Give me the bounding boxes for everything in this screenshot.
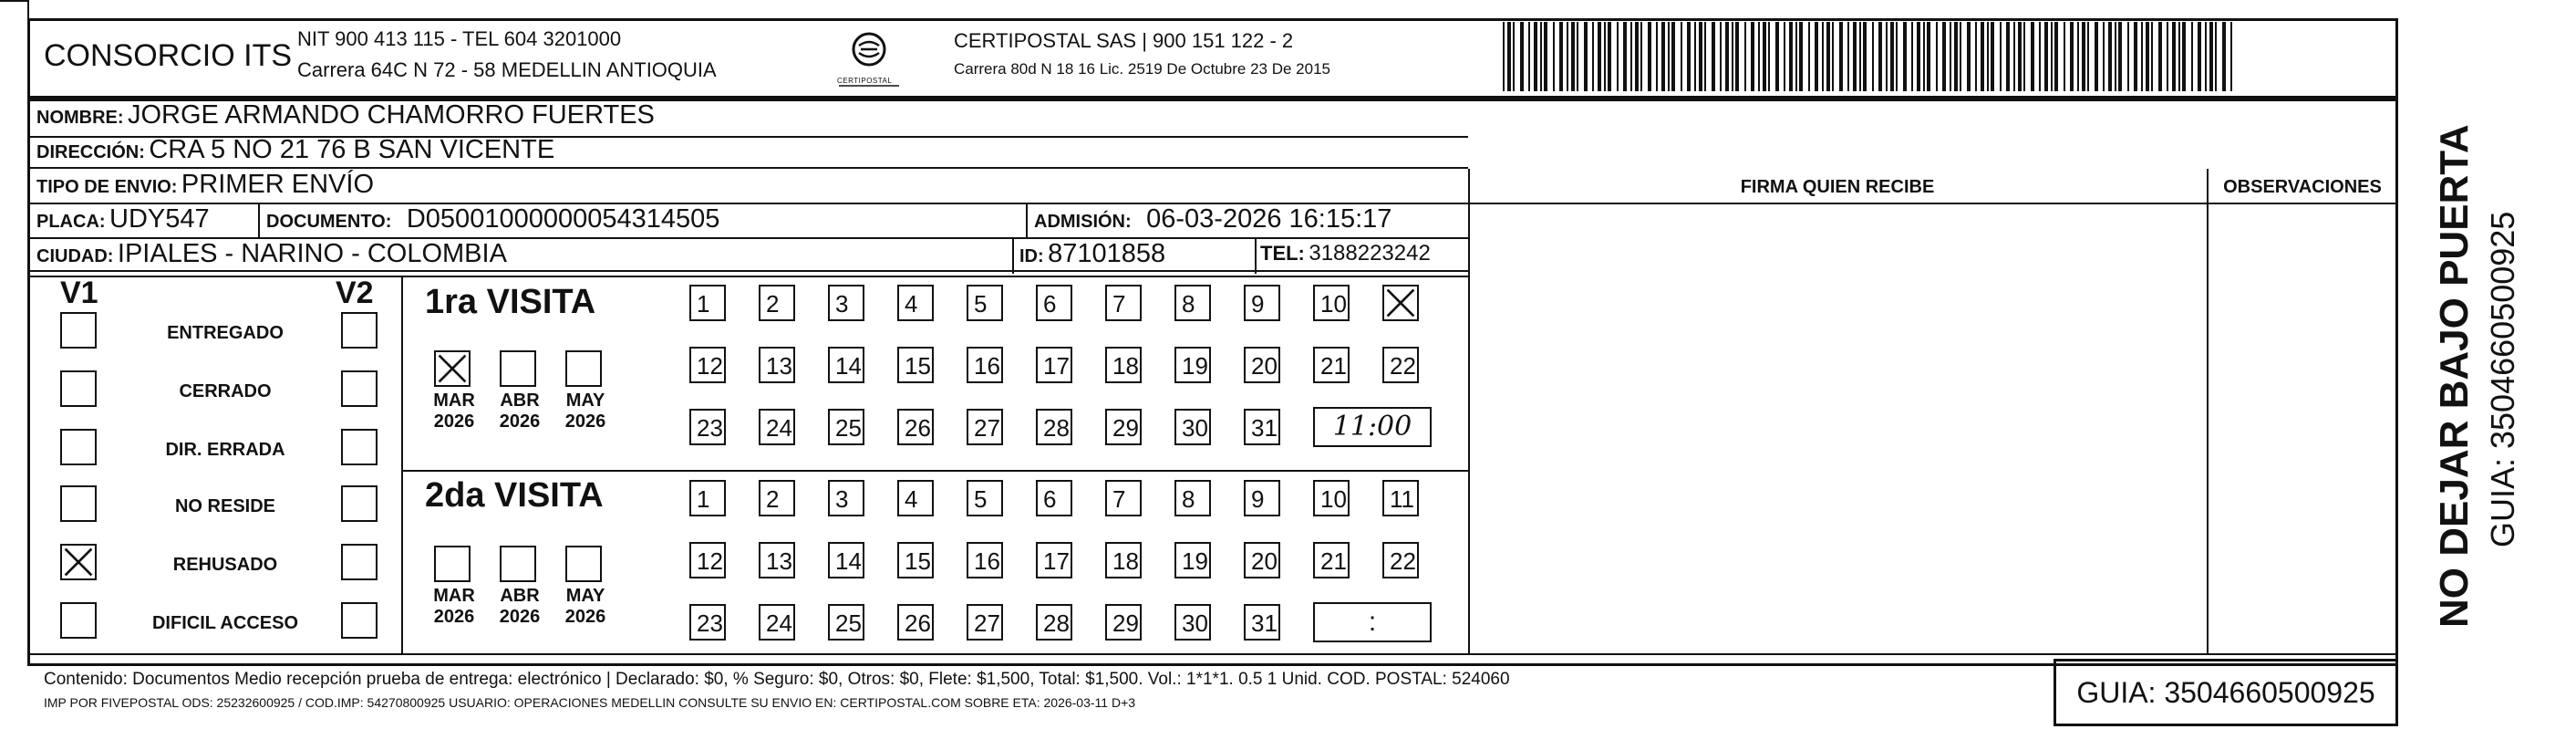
barcode-bar — [1553, 22, 1555, 91]
day-number: 29 — [1112, 414, 1139, 442]
time-field[interactable]: : — [1313, 602, 1432, 642]
barcode-bar — [1872, 22, 1874, 91]
day-number: 31 — [1251, 414, 1278, 442]
status-label: CERRADO — [179, 381, 272, 401]
barcode-bar — [2215, 22, 2217, 91]
plate-cell — [36, 204, 210, 234]
day-number: 26 — [905, 609, 931, 637]
signature-label: FIRMA QUIEN RECIBE — [1740, 177, 1935, 197]
day-number: 12 — [697, 352, 723, 380]
month-checkbox[interactable] — [434, 350, 471, 387]
plate-label: PLACA: — [36, 212, 106, 232]
day-number: 21 — [1320, 352, 1347, 380]
cell-divider — [1255, 237, 1257, 274]
shipment-content: Contenido: Documentos Medio recepción prueba de entrega: electrónico | Declarado: $0, % Seguro: $0, Otros: $0, Flete: $1,500, Total: $1,500. Vol.: 1*1*1. 0.5 1 Unid. COD. POSTAL: 524060 — [44, 670, 1510, 689]
recipient-address: CRA 5 NO 21 76 B SAN VICENTE — [149, 135, 555, 164]
barcode-bar — [1975, 22, 1977, 91]
barcode-bar — [2070, 22, 2074, 91]
tel-value: 3188223242 — [1309, 241, 1431, 266]
cell-divider — [1012, 237, 1014, 274]
barcode-bar — [1592, 22, 1594, 91]
barcode-bar — [2051, 22, 2053, 91]
day-checkbox[interactable] — [1382, 285, 1419, 321]
row-divider — [27, 270, 1468, 272]
month-year: 2026 — [433, 411, 475, 432]
barcode-bar — [1878, 22, 1882, 91]
barcode-bar — [1640, 22, 1642, 91]
barcode-bar — [2013, 22, 2015, 91]
v2-checkbox[interactable] — [341, 370, 378, 407]
barcode-bar — [1735, 22, 1739, 91]
v2-label: V2 — [336, 276, 374, 310]
month-year: 2026 — [433, 607, 475, 627]
barcode-bar — [2000, 22, 2002, 91]
status-label: DIR. ERRADA — [165, 440, 285, 460]
month-label — [425, 586, 483, 628]
day-number: 28 — [1043, 609, 1070, 637]
visit2-title: 2da VISITA — [425, 476, 604, 515]
month-year: 2026 — [564, 607, 606, 627]
row-divider — [27, 167, 1468, 169]
day-number: 10 — [1320, 290, 1347, 318]
month-year: 2026 — [499, 411, 541, 432]
day-number: 17 — [1043, 547, 1070, 575]
barcode-bar — [1681, 22, 1682, 91]
barcode-bar — [1656, 22, 1658, 91]
recipient-name: JORGE ARMANDO CHAMORRO FUERTES — [128, 100, 655, 130]
barcode-bar — [1936, 22, 1938, 91]
day-number: 28 — [1043, 414, 1070, 442]
day-number: 9 — [1251, 290, 1265, 318]
barcode-bar — [2118, 22, 2122, 91]
day-number: 2 — [766, 290, 780, 318]
check-mark-icon — [1384, 286, 1417, 319]
barcode-bar — [1758, 22, 1760, 91]
month-checkbox[interactable] — [500, 546, 536, 582]
day-number: 15 — [905, 352, 931, 380]
day-number: 30 — [1182, 609, 1208, 637]
day-number: 18 — [1112, 547, 1139, 575]
barcode-bar — [2127, 22, 2129, 91]
city-value: IPIALES - NARINO - COLOMBIA — [117, 239, 507, 268]
day-number: 25 — [835, 609, 862, 637]
barcode-bar — [2141, 22, 2143, 91]
day-number: 3 — [835, 485, 849, 513]
barcode-bar — [2146, 22, 2149, 91]
v2-checkbox[interactable] — [341, 544, 378, 580]
barcode-bar — [1661, 22, 1665, 91]
barcode-bar — [1648, 22, 1651, 91]
barcode-bar — [1617, 22, 1619, 91]
shipment-type: PRIMER ENVÍO — [181, 170, 375, 199]
barcode-bar — [2108, 22, 2112, 91]
day-number: 26 — [905, 414, 931, 442]
barcode-bar — [1775, 22, 1779, 91]
day-number: 9 — [1251, 485, 1265, 513]
day-number: 27 — [974, 414, 1000, 442]
edge-line — [27, 0, 29, 18]
month-name: MAR — [433, 391, 475, 411]
day-number: 14 — [835, 547, 862, 575]
month-checkbox[interactable] — [565, 350, 602, 387]
admission-value: 06-03-2026 16:15:17 — [1146, 204, 1392, 234]
barcode-bar — [1544, 22, 1547, 91]
barcode-bar — [2209, 22, 2213, 91]
day-number: 11 — [1390, 485, 1414, 513]
day-number: 12 — [697, 547, 723, 575]
barcode-bar — [1942, 22, 1946, 91]
v1-checkbox[interactable] — [60, 485, 97, 522]
barcode-bar — [1960, 22, 1961, 91]
barcode-bar — [1826, 22, 1830, 91]
day-number: 29 — [1112, 609, 1139, 637]
observations-label: OBSERVACIONES — [2223, 177, 2382, 197]
barcode-bar — [1540, 22, 1542, 91]
name-label: NOMBRE: — [36, 108, 124, 128]
barcode-bar — [1763, 22, 1766, 91]
barcode-bar — [2031, 22, 2034, 91]
month-checkbox[interactable] — [434, 546, 471, 582]
day-number: 4 — [905, 485, 918, 513]
month-label — [491, 391, 549, 432]
address-row — [36, 135, 554, 165]
barcode-bar — [1784, 22, 1785, 91]
barcode-bar — [1571, 22, 1575, 91]
barcode-bar — [1694, 22, 1696, 91]
v1-checkbox[interactable] — [60, 602, 97, 639]
barcode-bar — [1623, 22, 1627, 91]
barcode-bar — [1720, 22, 1722, 91]
certipostal-license: Carrera 80d N 18 16 Lic. 2519 De Octubre 23 De 2015 — [954, 60, 1330, 78]
barcode-bar — [1704, 22, 1706, 91]
id-cell — [1019, 239, 1165, 269]
edge-line — [0, 0, 27, 2]
side-guia: GUIA: 3504660500925 — [2484, 211, 2521, 547]
status-label: DIFICIL ACCESO — [151, 613, 298, 633]
day-number: 1 — [697, 290, 710, 318]
barcode-bar — [1847, 22, 1849, 91]
side-warning: NO DEJAR BAJO PUERTA — [2432, 124, 2477, 628]
v2-checkbox[interactable] — [341, 485, 378, 522]
barcode-bar — [1839, 22, 1843, 91]
footer-divider — [27, 653, 2398, 655]
v1-label: V1 — [60, 276, 98, 310]
barcode-bar — [2082, 22, 2085, 91]
barcode-bar — [1799, 22, 1803, 91]
barcode-bar — [2151, 22, 2153, 91]
day-number: 4 — [905, 290, 918, 318]
barcode-bar — [1528, 22, 1530, 91]
time-field[interactable]: 11:00 — [1313, 407, 1432, 447]
certipostal-line: CERTIPOSTAL SAS | 900 151 122 - 2 — [954, 29, 1294, 52]
day-number: 5 — [974, 485, 988, 513]
document-label: DOCUMENTO: — [266, 212, 392, 232]
month-label — [556, 391, 615, 432]
barcode-bar — [1954, 22, 1958, 91]
visit-divider — [401, 470, 1468, 472]
barcode-bar — [1815, 22, 1818, 91]
month-label — [491, 586, 549, 628]
barcode-bar — [2230, 22, 2232, 91]
barcode-bar — [2198, 22, 2201, 91]
v2-checkbox[interactable] — [341, 429, 378, 465]
day-number: 1 — [697, 485, 710, 513]
barcode-bar — [1768, 22, 1770, 91]
city-cell — [36, 239, 507, 269]
barcode-bar — [1927, 22, 1930, 91]
day-number: 7 — [1112, 485, 1126, 513]
barcode-bar — [1671, 22, 1675, 91]
barcode-bar — [1699, 22, 1702, 91]
barcode-bar — [1751, 22, 1754, 91]
id-value: 87101858 — [1048, 239, 1166, 268]
barcode-bar — [1863, 22, 1867, 91]
column-divider — [1468, 169, 1470, 655]
barcode-bar — [1732, 22, 1733, 91]
barcode-bar — [2167, 22, 2168, 91]
barcode-bar — [2095, 22, 2098, 91]
barcode-bar — [1567, 22, 1568, 91]
day-number: 24 — [766, 414, 792, 442]
admission-label: ADMISIÓN: — [1034, 212, 1132, 232]
day-number: 6 — [1043, 290, 1057, 318]
barcode-bar — [2054, 22, 2058, 91]
cell-divider — [1026, 203, 1028, 237]
company-name: CONSORCIO ITS — [44, 38, 293, 73]
month-name: MAY — [565, 391, 605, 411]
barcode-bar — [2064, 22, 2065, 91]
barcode-bar — [1987, 22, 1989, 91]
tel-cell — [1260, 241, 1431, 266]
day-number: 20 — [1251, 352, 1278, 380]
v1-checkbox[interactable] — [60, 312, 97, 349]
document-value: D05001000000054314505 — [406, 204, 720, 234]
column-divider — [2207, 169, 2209, 655]
day-number: 19 — [1182, 352, 1208, 380]
barcode-bar — [1890, 22, 1894, 91]
barcode-bar — [1859, 22, 1861, 91]
print-info: IMP POR FIVEPOSTAL ODS: 25232600925 / COD.IMP: 54270800925 USUARIO: OPERACIONES MEDELLIN CONSULTE SU ENVIO EN: CERTIPOSTAL.COM SOBRE ETA: 2026-03-11 D+3 — [44, 695, 1136, 710]
barcode-bar — [1668, 22, 1670, 91]
day-number: 10 — [1320, 485, 1347, 513]
day-number: 25 — [835, 414, 862, 442]
day-number: 5 — [974, 290, 988, 318]
barcode-bar — [1577, 22, 1578, 91]
logo-text: CERTIPOSTAL — [837, 77, 893, 85]
day-number: 24 — [766, 609, 792, 637]
barcode-bar — [2087, 22, 2089, 91]
barcode-bar — [1789, 22, 1793, 91]
barcode-bar — [2205, 22, 2207, 91]
barcode-bar — [1896, 22, 1898, 91]
day-number: 2 — [766, 485, 780, 513]
v1-checkbox[interactable] — [60, 370, 97, 407]
month-name: MAR — [433, 586, 475, 606]
barcode-bar — [1584, 22, 1588, 91]
type-label: TIPO DE ENVIO: — [36, 177, 178, 197]
barcode-bar — [2115, 22, 2116, 91]
barcode-bar — [1744, 22, 1746, 91]
status-label: NO RESIDE — [174, 496, 276, 516]
day-number: 17 — [1043, 352, 1070, 380]
name-row — [36, 100, 655, 130]
month-checkbox[interactable] — [500, 350, 536, 387]
day-number: 13 — [766, 547, 792, 575]
plate-value: UDY547 — [109, 204, 210, 234]
day-number: 6 — [1043, 485, 1057, 513]
day-number: 16 — [974, 547, 1000, 575]
month-name: ABR — [500, 586, 540, 606]
day-number: 20 — [1251, 547, 1278, 575]
barcode-bar — [1520, 22, 1524, 91]
day-number: 27 — [974, 609, 1000, 637]
day-number: 14 — [835, 352, 862, 380]
month-year: 2026 — [499, 607, 541, 627]
barcode-bar — [1534, 22, 1537, 91]
type-row — [36, 170, 374, 200]
check-mark-icon — [62, 546, 95, 578]
day-number: 22 — [1390, 547, 1416, 575]
barcode-bar — [2039, 22, 2041, 91]
month-year: 2026 — [564, 411, 606, 432]
barcode-bar — [2006, 22, 2010, 91]
barcode-bar — [1559, 22, 1563, 91]
v2-checkbox[interactable] — [341, 602, 378, 639]
day-number: 21 — [1320, 547, 1347, 575]
barcode-bar — [1923, 22, 1925, 91]
row-divider — [27, 276, 1468, 277]
barcode-bar — [2172, 22, 2176, 91]
barcode-bar — [1604, 22, 1606, 91]
day-number: 31 — [1251, 609, 1278, 637]
barcode-bar — [1687, 22, 1691, 91]
cell-divider — [258, 203, 260, 237]
day-number: 19 — [1182, 547, 1208, 575]
visit1-title: 1ra VISITA — [425, 283, 596, 321]
month-label — [425, 391, 483, 432]
v2-checkbox[interactable] — [341, 312, 378, 349]
check-mark-icon — [436, 352, 469, 385]
tel-label: TEL: — [1260, 242, 1305, 265]
month-checkbox[interactable] — [565, 546, 602, 582]
status-label: REHUSADO — [172, 555, 278, 575]
day-number: 8 — [1182, 485, 1195, 513]
company-nit: NIT 900 413 115 - TEL 604 3201000 — [297, 27, 622, 50]
column-divider — [401, 276, 403, 653]
admission-cell — [1034, 204, 1391, 234]
barcode-bar — [1795, 22, 1797, 91]
barcode-bar — [1917, 22, 1920, 91]
barcode-bar — [2158, 22, 2162, 91]
day-number: 30 — [1182, 414, 1208, 442]
barcode-bar — [1507, 22, 1511, 91]
barcode-bar — [1712, 22, 1715, 91]
v1-checkbox[interactable] — [60, 544, 97, 580]
day-number: 3 — [835, 290, 849, 318]
day-number: 13 — [766, 352, 792, 380]
barcode-bar — [2134, 22, 2137, 91]
v1-checkbox[interactable] — [60, 429, 97, 465]
barcode-icon — [1503, 22, 2234, 91]
day-number: 7 — [1112, 290, 1126, 318]
barcode-bar — [1903, 22, 1907, 91]
barcode-bar — [2222, 22, 2226, 91]
barcode-bar — [1853, 22, 1857, 91]
guia-number: GUIA: 3504660500925 — [2054, 659, 2398, 726]
day-number: 16 — [974, 352, 1000, 380]
company-address: Carrera 64C N 72 - 58 MEDELLIN ANTIOQUIA — [297, 58, 717, 81]
barcode-bar — [2044, 22, 2048, 91]
document-cell — [266, 204, 719, 234]
status-label: ENTREGADO — [167, 323, 284, 343]
barcode-bar — [1832, 22, 1834, 91]
day-number: 23 — [697, 609, 723, 637]
barcode-bar — [1950, 22, 1951, 91]
day-number: 22 — [1390, 352, 1416, 380]
barcode-bar — [2182, 22, 2186, 91]
barcode-bar — [2191, 22, 2193, 91]
id-label: ID: — [1019, 246, 1044, 266]
barcode-bar — [1598, 22, 1601, 91]
barcode-bar — [1991, 22, 1994, 91]
barcode-bar — [1911, 22, 1913, 91]
barcode-bar — [1886, 22, 1888, 91]
barcode-bar — [1822, 22, 1824, 91]
day-number: 8 — [1182, 290, 1195, 318]
barcode-bar — [2018, 22, 2022, 91]
barcode-bar — [1513, 22, 1515, 91]
month-label — [556, 586, 615, 628]
barcode-bar — [1503, 22, 1505, 91]
city-label: CIUDAD: — [36, 246, 114, 266]
day-number: 23 — [697, 414, 723, 442]
barcode-bar — [1635, 22, 1639, 91]
barcode-bar — [1808, 22, 1810, 91]
day-number: 15 — [905, 547, 931, 575]
barcode-bar — [2023, 22, 2025, 91]
month-name: ABR — [500, 391, 540, 411]
month-name: MAY — [565, 586, 605, 606]
day-number: 18 — [1112, 352, 1139, 380]
barcode-bar — [1981, 22, 1984, 91]
barcode-bar — [2178, 22, 2180, 91]
barcode-bar — [2103, 22, 2105, 91]
address-label: DIRECCIÓN: — [36, 142, 145, 162]
barcode-bar — [1630, 22, 1632, 91]
barcode-bar — [1725, 22, 1729, 91]
barcode-bar — [1967, 22, 1971, 91]
barcode-bar — [1608, 22, 1611, 91]
barcode-bar — [2077, 22, 2079, 91]
